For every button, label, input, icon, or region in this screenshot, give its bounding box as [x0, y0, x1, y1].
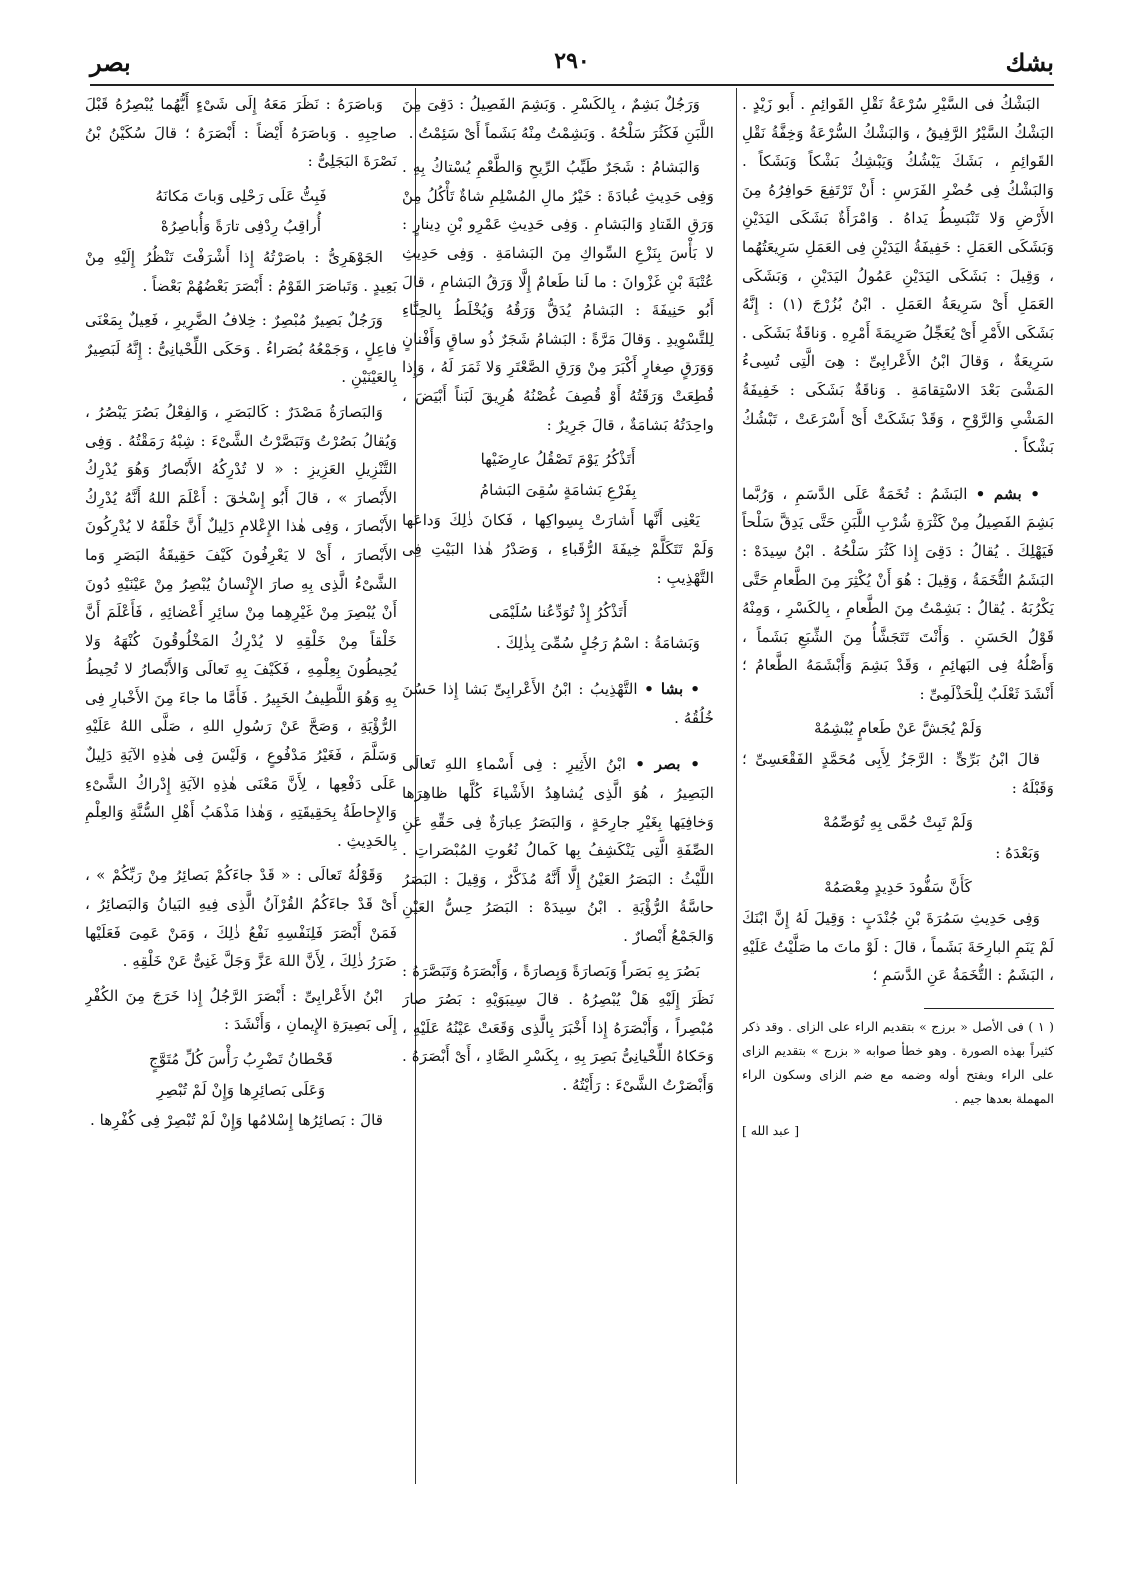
entry-text: التَّهْذِيبُ : ابْنُ الأَعْرابِىِّ بَشا إِذا حَسُنَ خُلُقُهُ . — [402, 680, 714, 727]
dictionary-entry — [402, 750, 714, 950]
verse-line: وَلَمْ تَبِتْ حُمَّى بِهِ تُوَصِّمُهْ — [822, 813, 974, 832]
paragraph: ابْنُ الأَعْرابِىِّ : أَبْصَرَ الرَّجُلُ إِذا خَرَجَ مِنَ الكُفْرِ إِلَى بَصِيرَةِ الإِيمانِ ، وَأَنْشَدَ : — [85, 986, 397, 1034]
paragraph: يَعْنِى أَنَّها أَشارَتْ بِسِواكِها ، فَكانَ ذٰلِكَ وَداعَها وَلَمْ تَتَكَلَّمْ خِيفَةَ الرُّقَباءِ ، وَصَدْرُ هٰذا البَيْتِ فِى التَّهْذِيبِ : — [402, 511, 714, 587]
dictionary-entry — [742, 480, 1054, 709]
paragraph: وَقَوْلُهُ تَعالَى : « قَدْ جاءَكُمْ بَصائِرُ مِنْ رَبِّكُمْ » ، أَىْ قَدْ جاءَكُمُ القُرْآنُ الَّذِى فِيهِ البَيانُ وَالبَصائِرُ ، فَمَنْ أَبْصَرَ فَلِنَفْسِهِ نَفْعُ ذٰلِكَ ، وَمَنْ عَمِىَ فَعَلَيْها ضَرَرُ ذٰلِكَ ، لِأَنَّ اللهَ عَزَّ وَجَلَّ غَنِىٌّ عَنْ خَلْقِهِ . — [85, 866, 397, 971]
footnote-rule — [924, 1008, 1054, 1009]
verse-line: بِفَرْعِ بَشامَةٍ سُقِىَ البَشامُ — [479, 480, 637, 499]
page-number: ٢٩٠ — [554, 48, 590, 74]
verse-line: أَتَذْكُرُ إِذْ تُوَدِّعُنا سُلَيْمَى — [488, 603, 628, 622]
entry-headword: • بشا • — [644, 680, 700, 699]
column-middle — [402, 90, 714, 1480]
paragraph: وَالبَشامُ : شَجَرٌ طَيِّبُ الرِّيحِ وَالطَّعْمِ يُسْتاكُ بِهِ . وَفِى حَدِيثِ عُبادَةَ : خَيْرُ مالِ المُسْلِمِ شاةٌ تَأْكُلُ مِنْ وَرَقِ القَتادِ وَالبَشامِ . وَفِى حَدِيثِ عَمْرِو بْنِ دِينارٍ : لا بَأْسَ بِنَزْعِ السِّواكِ مِنَ البَشامَةِ . وَفِى حَدِيثِ عُتْبَةَ بْنِ غَزْوانَ : ما لَنا طَعامٌ إِلَّا وَرَقُ البَشامِ ، قالَ أَبُو حَنِيفَةَ : البَشامُ يُدَقُّ وَرَقُهُ وَيُخْلَطُ بِالحِنَّاءِ لِلتَّسْوِيدِ . وَقالَ مَرَّةً : البَشامُ شَجَرٌ ذُو ساقٍ وَأَفْنانٍ وَوَرَقٍ صِغارٍ أَكْبَرَ مِنْ وَرَقِ الصَّعْتَرِ وَلا ثَمَرَ لَهُ ، وَإِذا قُطِعَتْ وَرَقَتُهُ أَوْ قُصِفَ غُصْنُهُ هُرِيقَ لَبَناً أَبْيَضَ ، واحِدَتُهُ بَشامَةٌ ، قالَ جَرِيرٌ : — [402, 158, 714, 434]
verse-line: وَعَلَى بَصائِرِها وَإِنْ لَمْ تُبْصِرِ — [156, 1080, 326, 1099]
dictionary-entry — [402, 675, 714, 732]
header-first-root: بشك — [1005, 48, 1054, 77]
header-last-root: بصر — [90, 48, 131, 77]
footnote: ( ١ ) فى الأصل « برزج » بتقديم الراء على الزاى . وقد ذكر كثيراً بهذه الصورة . وهو خطأ صوابه « بزرج » بتقديم الزاى على الراء وبفتح أوله وضمه مع ضم الزاى وسكون الراء المهملة بعدها جيم . — [742, 1018, 1054, 1106]
paragraph: وَرَجُلٌ بَشِمٌ ، بِالكَسْرِ . وَبَشِمَ الفَصِيلُ : دَقِىَ مِنَ اللَّبَنِ فَكَثُرَ سَلْحُهُ . وَبَشِمْتُ مِنْهُ بَشَماً أَىْ سَئِمْتُ . — [402, 95, 714, 142]
paragraph: وَفِى حَدِيثِ سَمُرَةَ بْنِ جُنْدَبٍ : وَقِيلَ لَهُ إِنَّ ابْنَكَ لَمْ يَنَمِ البارِحَةَ بَشَماً ، قالَ : لَوْ ماتَ ما صَلَّيْتُ عَلَيْهِ ، البَشَمُ : التُّخَمَةُ عَنِ الدَّسَمِ ؛ — [742, 909, 1054, 985]
entry-headword: • بصر • — [635, 755, 700, 774]
paragraph: قالَ ابْنُ بَرِّىٍّ : الرَّجَزُ لِأَبِى مُحَمَّدٍ الفَقْعَسِىِّ ؛ وَقَبْلَهُ : — [742, 750, 1054, 797]
verse-line: أَتَذْكُرُ يَوْمَ تَصْقُلُ عارِضَيْها — [480, 450, 636, 469]
column-right — [742, 90, 1054, 1480]
column-divider-right — [736, 88, 737, 1484]
verse-line: وَلَمْ يُجَشَّ عَنْ طَعامٍ يُبْشِمُهْ — [813, 719, 983, 738]
header-rule — [90, 84, 1054, 86]
verse-line: أُراقِبُ رِدْفِى تارَةً وَأُباصِرُهْ — [160, 217, 322, 236]
entry-text: البَشَمُ : تُخَمَةٌ عَلَى الدَّسَمِ ، وَرُبَّما بَشِمَ الفَصِيلُ مِنْ كَثْرَةِ شُرْبِ اللَّبَنِ حَتَّى يَدِقَّ سَلْحاً فَيَهْلِكَ . يُقالُ : دَقِىَ إِذا كَثُرَ سَلْحُهُ . ابْنُ سِيدَهْ : البَشَمُ التُّخَمَةُ ، وَقِيلَ : هُوَ أَنْ يُكْثِرَ مِنَ الطَّعامِ حَتَّى يَكْرُبَهُ . يُقالُ : بَشِمْتُ مِنَ الطَّعامِ ، بِالكَسْرِ ، وَمِنْهُ قَوْلُ الحَسَنِ . وَأَنْتَ تَتَجَشَّأُ مِنَ الشِّبَعِ بَشَماً ، وَأَصْلُهُ فِى البَهائِمِ ، وَقَدْ بَشِمَ وَأَبْشَمَهُ الطَّعامُ ؛ أَنْشَدَ ثَعْلَبٌ لِلْحَذْلَمِىِّ : — [742, 484, 1054, 703]
paragraph: قالَ : بَصائِرُها إِسْلامُها وَإِنْ لَمْ تُبْصِرْ فِى كُفْرِها . — [89, 1111, 383, 1130]
paragraph: الجَوْهَرِىُّ : باصَرْتُهُ إِذا أَشْرَفْتَ تَنْظُرُ إِلَيْهِ مِنْ بَعِيدٍ . وَتَباصَرَ القَوْمُ : أَبْصَرَ بَعْضُهُمْ بَعْضاً . — [85, 247, 397, 295]
paragraph: وَالبَصارَةُ مَصْدَرٌ : كَالبَصَرِ ، وَالفِعْلُ بَصُرَ يَبْصُرُ ، وَيُقالُ بَصُرْتُ وَتَبَصَّرْتُ الشَّىْءَ : شِبْهُ رَمَقْتُهُ . وَفِى التَّنْزِيلِ العَزِيزِ : « لا تُدْرِكُهُ الأَبْصارُ وَهُوَ يُدْرِكُ الأَبْصارَ » ، قالَ أَبُو إِسْحٰقَ : أَعْلَمَ اللهُ أَنَّهُ يُدْرِكُ الأَبْصارَ ، وَفِى هٰذا الإِعْلامِ دَلِيلٌ أَنَّ خَلْقَهُ لا يُدْرِكُونَ الأَبْصارَ ، أَىْ لا يَعْرِفُونَ كَيْفَ حَقِيقَةُ البَصَرِ وَما الشَّىْءُ الَّذِى بِهِ صارَ الإِنْسانُ يُبْصِرُ مِنْ عَيْنَيْهِ دُونَ أَنْ يُبْصِرَ مِنْ غَيْرِهِما مِنْ سائِرِ أَعْضائِهِ ، فَأَعْلَمَ أَنَّ خَلْقاً مِنْ خَلْقِهِ لا يُدْرِكُ المَخْلُوقُونَ كُنْهَهُ وَلا يُحِيطُونَ بِعِلْمِهِ ، فَكَيْفَ بِهِ تَعالَى وَالأَبْصارُ لا تُحِيطُ بِهِ وَهُوَ اللَّطِيفُ الخَبِيرُ . فَأَمَّا ما جاءَ مِنَ الأَخْبارِ فِى الرُّؤْيَةِ ، وَصَحَّ عَنْ رَسُولِ اللهِ ، صَلَّى اللهُ عَلَيْهِ وَسَلَّمَ ، فَغَيْرُ مَدْفُوعٍ ، وَلَيْسَ فِى هٰذِهِ الآيَةِ دَلِيلٌ عَلَى دَفْعِها ، لِأَنَّ مَعْنَى هٰذِهِ الآيَةِ إِدْراكُ الشَّىْءِ وَالإِحاطَةُ بِحَقِيقَتِهِ ، وَهٰذا مَذْهَبُ أَهْلِ السُّنَّةِ وَالعِلْمِ بِالحَدِيثِ . — [85, 402, 397, 850]
verse-line: كَأَنَّ سَفُّودَ حَدِيدٍ مِعْصَمُهْ — [824, 878, 972, 897]
paragraph: وَباصَرَهُ : نَظَرَ مَعَهُ إِلَى شَىْءٍ أَيُّهُما يُبْصِرُهُ قَبْلَ صاحِبِهِ . وَباصَرَهُ أَيْضاً : أَبْصَرَهُ ؛ قالَ سُكَيْنُ بْنُ نَصْرَةَ البَجَلِىُّ : — [85, 95, 397, 171]
paragraph: وَبَعْدَهُ : — [995, 843, 1040, 862]
verse-line: فَبِتُّ عَلَى رَحْلِى وَباتَ مَكانَهُ — [155, 186, 327, 205]
column-left — [85, 90, 397, 1480]
entry-headword: • بشم • — [975, 484, 1041, 503]
footnote-signature: [ عبد الله ] — [742, 1122, 800, 1138]
paragraph: وَرَجُلٌ بَصِيرٌ مُبْصِرٌ : خِلافُ الضَّرِيرِ ، فَعِيلٌ بِمَعْنَى فاعِلٍ ، وَجَمْعُهُ بُصَراءُ . وَحَكَى اللِّحْيانِىُّ : إِنَّهُ لَبَصِيرٌ بِالعَيْنَيْنِ . — [85, 311, 397, 387]
page-header — [90, 48, 1054, 84]
verse-line: قَحْطانُ تَضْرِبُ رَأْسَ كُلِّ مُتَوَّجٍ — [149, 1050, 333, 1068]
entry-text: ابْنُ الأَثِيرِ : فِى أَسْماءِ اللهِ تَعالَى البَصِيرُ ، هُوَ الَّذِى يُشاهِدُ الأَشْياءَ كُلَّها ظاهِرَها وَخافِيَها بِغَيْرِ جارِحَةٍ ، وَالبَصَرُ عِبارَةٌ فِى حَقِّهِ عَنِ الصِّفَةِ الَّتِى يَنْكَشِفُ بِها كَمالُ نُعُوتِ المُبْصَراتِ . اللَّيْثُ : البَصَرُ العَيْنُ إِلَّا أَنَّهُ مُذَكَّرٌ ، وَقِيلَ : البَصَرُ حاسَّةُ الرُّؤْيَةِ . ابْنُ سِيدَهْ : البَصَرُ حِسُّ العَيْنِ وَالجَمْعُ أَبْصارٌ . — [402, 755, 714, 946]
paragraph: بَصُرَ بِهِ بَصَراً وَبَصارَةً وَبِصارَةً ، وَأَبْصَرَهُ وَتَبَصَّرَهُ : نَظَرَ إِلَيْهِ هَلْ يُبْصِرُهُ . قالَ سِيبَوَيْهِ : بَصُرَ صارَ مُبْصِراً ، وَأَبْصَرَهُ إِذا أَخْبَرَ بِالَّذِى وَقَعَتْ عَيْنُهُ عَلَيْهِ ، وَحَكاهُ اللِّحْيانِىُّ بَصِرَ بِهِ ، بِكَسْرِ الصَّادِ ، أَىْ أَبْصَرَهُ . وَأَبْصَرْتُ الشَّىْءَ : رَأَيْتُهُ . — [402, 961, 714, 1094]
paragraph: البَشْكُ فى السَّيْرِ سُرْعَةُ نَقْلِ القَوائِمِ . أَبو زَيْدٍ . البَشْكُ السَّيْرُ الرَّفِيقُ ، وَالبَشْكُ السُّرْعَةُ وَخِفَّةُ نَقْلِ القَوائِمِ ، بَشَكَ يَبْشُكُ وَيَبْشِكُ بَشْكاً وَبَشَكاً . وَالبَشْكُ فِى حُضْرِ الفَرَسِ : أَنْ تَرْتَفِعَ حَوافِرُهُ مِنَ الأَرْضِ وَلا تَنْبَسِطُ يَداهُ . وَامْرَأَةٌ بَشَكَى اليَدَيْنِ وَبَشَكَى العَمَلِ : خَفِيفَةُ اليَدَيْنِ فِى العَمَلِ سَرِيعَتُهُما ، وَقِيلَ : بَشَكَى اليَدَيْنِ عَمُولُ اليَدَيْنِ ، وَبَشَكَى العَمَلِ أَىْ سَرِيعَةُ العَمَلِ . ابْنُ بُزُرْجَ (١) : إِنَّهُ بَشَكَى الأَمْرِ أَىْ يُعَجِّلُ صَرِيمَةَ أَمْرِهِ . وَناقَةٌ بَشَكَى . سَرِيعَةٌ ، وَقالَ ابْنُ الأَعْرابِىِّ : هِىَ الَّتِى تُسِىءُ المَشْىَ بَعْدَ الاسْتِقامَةِ . وَناقَةٌ بَشَكَى : خَفِيفَةُ المَشْىِ وَالرَّوْحِ ، وَقَدْ بَشَكَتْ أَىْ أَسْرَعَتْ ، تَبْشُكُ بَشْكاً . — [742, 95, 1054, 457]
paragraph: وَبَشامَةُ : اسْمُ رَجُلٍ سُمِّىَ بِذٰلِكَ . — [496, 633, 700, 652]
